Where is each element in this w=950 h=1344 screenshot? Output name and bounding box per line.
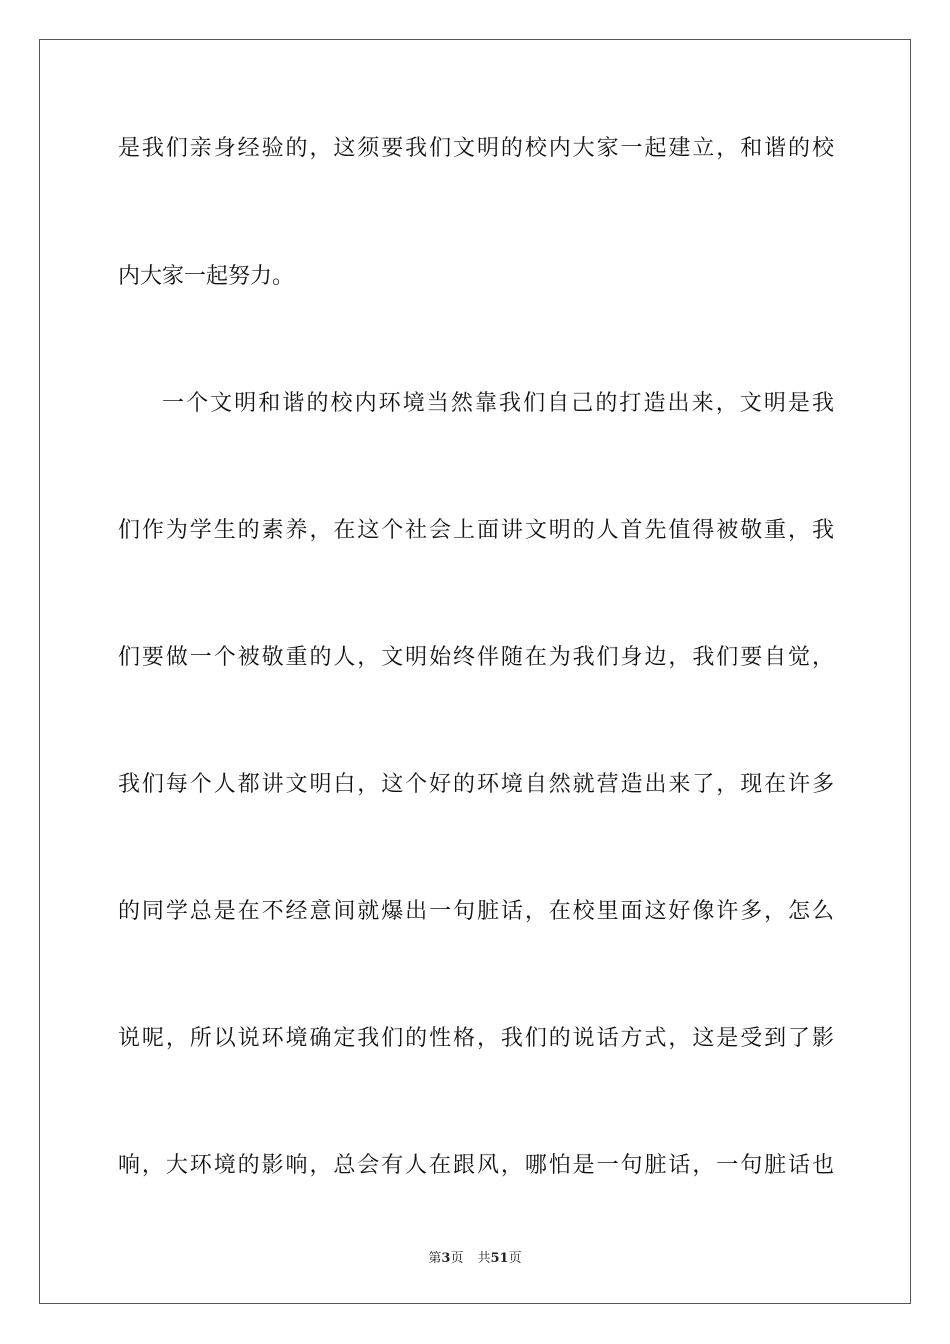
- page-suffix: 页: [450, 1251, 464, 1266]
- total-suffix: 页: [508, 1251, 522, 1266]
- page-total: 51: [490, 1251, 509, 1266]
- text-line-1: 是我们亲身经验的，这须要我们文明的校内大家一起建立，和谐的校: [118, 136, 834, 161]
- page-prefix: 第: [428, 1251, 442, 1266]
- text-line-6: 我们每个人都讲文明白，这个好的环境自然就营造出来了，现在许多: [118, 772, 834, 797]
- page-current: 3: [441, 1251, 451, 1266]
- page-footer: [40, 1247, 910, 1266]
- total-prefix: 共: [477, 1251, 491, 1266]
- text-line-9: 响，大环境的影响，总会有人在跟风，哪怕是一句脏话，一句脏话也: [118, 1153, 834, 1178]
- text-line-4: 们作为学生的素养，在这个社会上面讲文明的人首先值得被敬重，我: [118, 518, 834, 543]
- text-line-3: 一个文明和谐的校内环境当然靠我们自己的打造出来，文明是我: [162, 391, 834, 416]
- text-line-5: 们要做一个被敬重的人，文明始终伴随在为我们身边，我们要自觉，: [118, 645, 834, 670]
- text-line-8: 说呢，所以说环境确定我们的性格，我们的说话方式，这是受到了影: [118, 1026, 834, 1051]
- document-page: [39, 39, 911, 1304]
- text-line-2: 内大家一起努力。: [118, 264, 295, 289]
- text-line-7: 的同学总是在不经意间就爆出一句脏话，在校里面这好像许多，怎么: [118, 899, 834, 924]
